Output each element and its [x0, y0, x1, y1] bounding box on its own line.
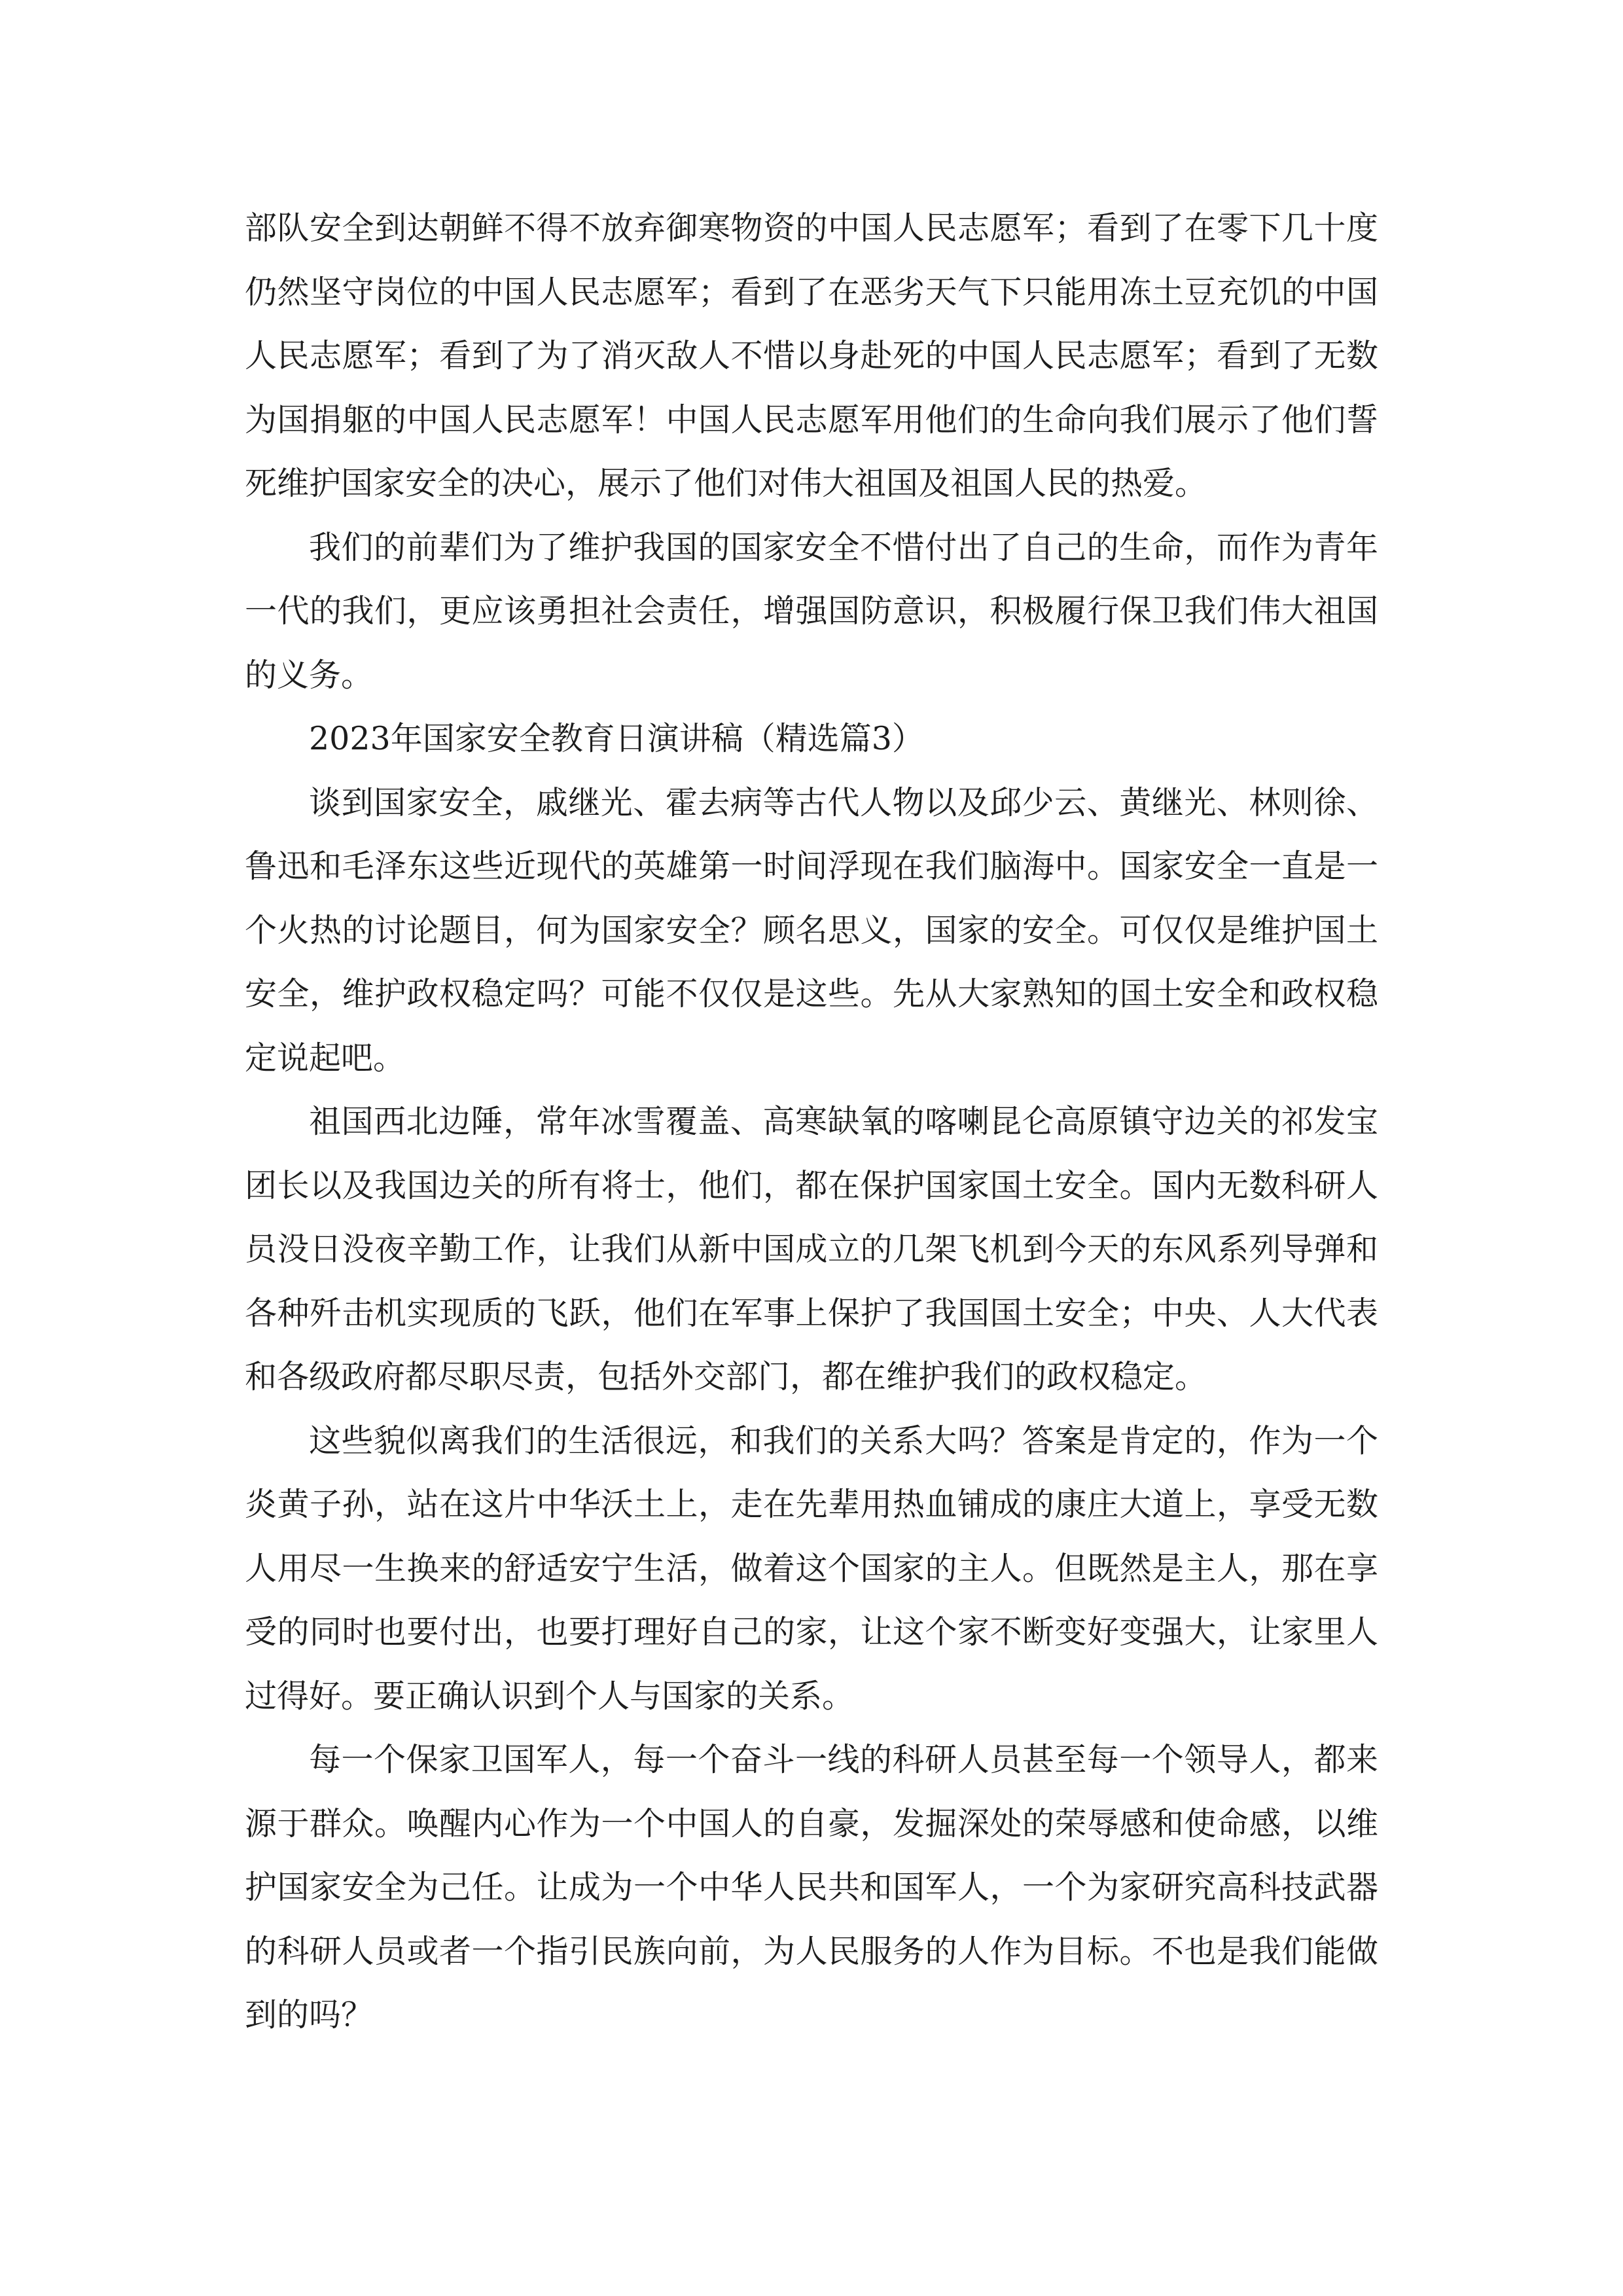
- paragraph: 每一个保家卫国军人，每一个奋斗一线的科研人员甚至每一个领导人，都来源于群众。唤醒内心作为一个中国人的自豪，发掘深处的荣辱感和使命感，以维护国家安全为己任。让成为一个中华人民共和国军人，一个为家研究高科技武器的科研人员或者一个指引民族向前，为人民服务的人作为目标。不也是我们能做到的吗？: [245, 1741, 1378, 2034]
- paragraph: 谈到国家安全，戚继光、霍去病等古代人物以及邱少云、黄继光、林则徐、鲁迅和毛泽东这些近现代的英雄第一时间浮现在我们脑海中。国家安全一直是一个火热的讨论题目，何为国家安全？顾名思义，国家的安全。可仅仅是维护国土安全，维护政权稳定吗？可能不仅仅是这些。先从大家熟知的国土安全和政权稳定说起吧。: [245, 783, 1378, 1077]
- paragraph: 这些貌似离我们的生活很远，和我们的关系大吗？答案是肯定的，作为一个炎黄子孙，站在这片中华沃土上，走在先辈用热血铺成的康庄大道上，享受无数人用尽一生换来的舒适安宁生活，做着这个国家的主人。但既然是主人，那在享受的同时也要付出，也要打理好自己的家，让这个家不断变好变强大，让家里人过得好。要正确认识到个人与国家的关系。: [245, 1422, 1378, 1715]
- section-heading: 2023年国家安全教育日演讲稿（精选篇3）: [309, 720, 924, 757]
- paragraph-continuation: 部队安全到达朝鲜不得不放弃御寒物资的中国人民志愿军；看到了在零下几十度仍然坚守岗位的中国人民志愿军；看到了在恶劣天气下只能用冻土豆充饥的中国人民志愿军；看到了为了消灭敌人不惜以身赴死的中国人民志愿军；看到了无数为国捐躯的中国人民志愿军！中国人民志愿军用他们的生命向我们展示了他们誓死维护国家安全的决心，展示了他们对伟大祖国及祖国人民的热爱。: [245, 209, 1378, 502]
- paragraph: 祖国西北边陲，常年冰雪覆盖、高寒缺氧的喀喇昆仑高原镇守边关的祁发宝团长以及我国边关的所有将士，他们，都在保护国家国土安全。国内无数科研人员没日没夜辛勤工作，让我们从新中国成立的几架飞机到今天的东风系列导弹和各种歼击机实现质的飞跃，他们在军事上保护了我国国土安全；中央、人大代表和各级政府都尽职尽责，包括外交部门，都在维护我们的政权稳定。: [245, 1103, 1378, 1395]
- paragraph: 我们的前辈们为了维护我国的国家安全不惜付出了自己的生命，而作为青年一代的我们，更应该勇担社会责任，增强国防意识，积极履行保卫我们伟大祖国的义务。: [245, 528, 1378, 694]
- document-body: [245, 196, 1378, 2047]
